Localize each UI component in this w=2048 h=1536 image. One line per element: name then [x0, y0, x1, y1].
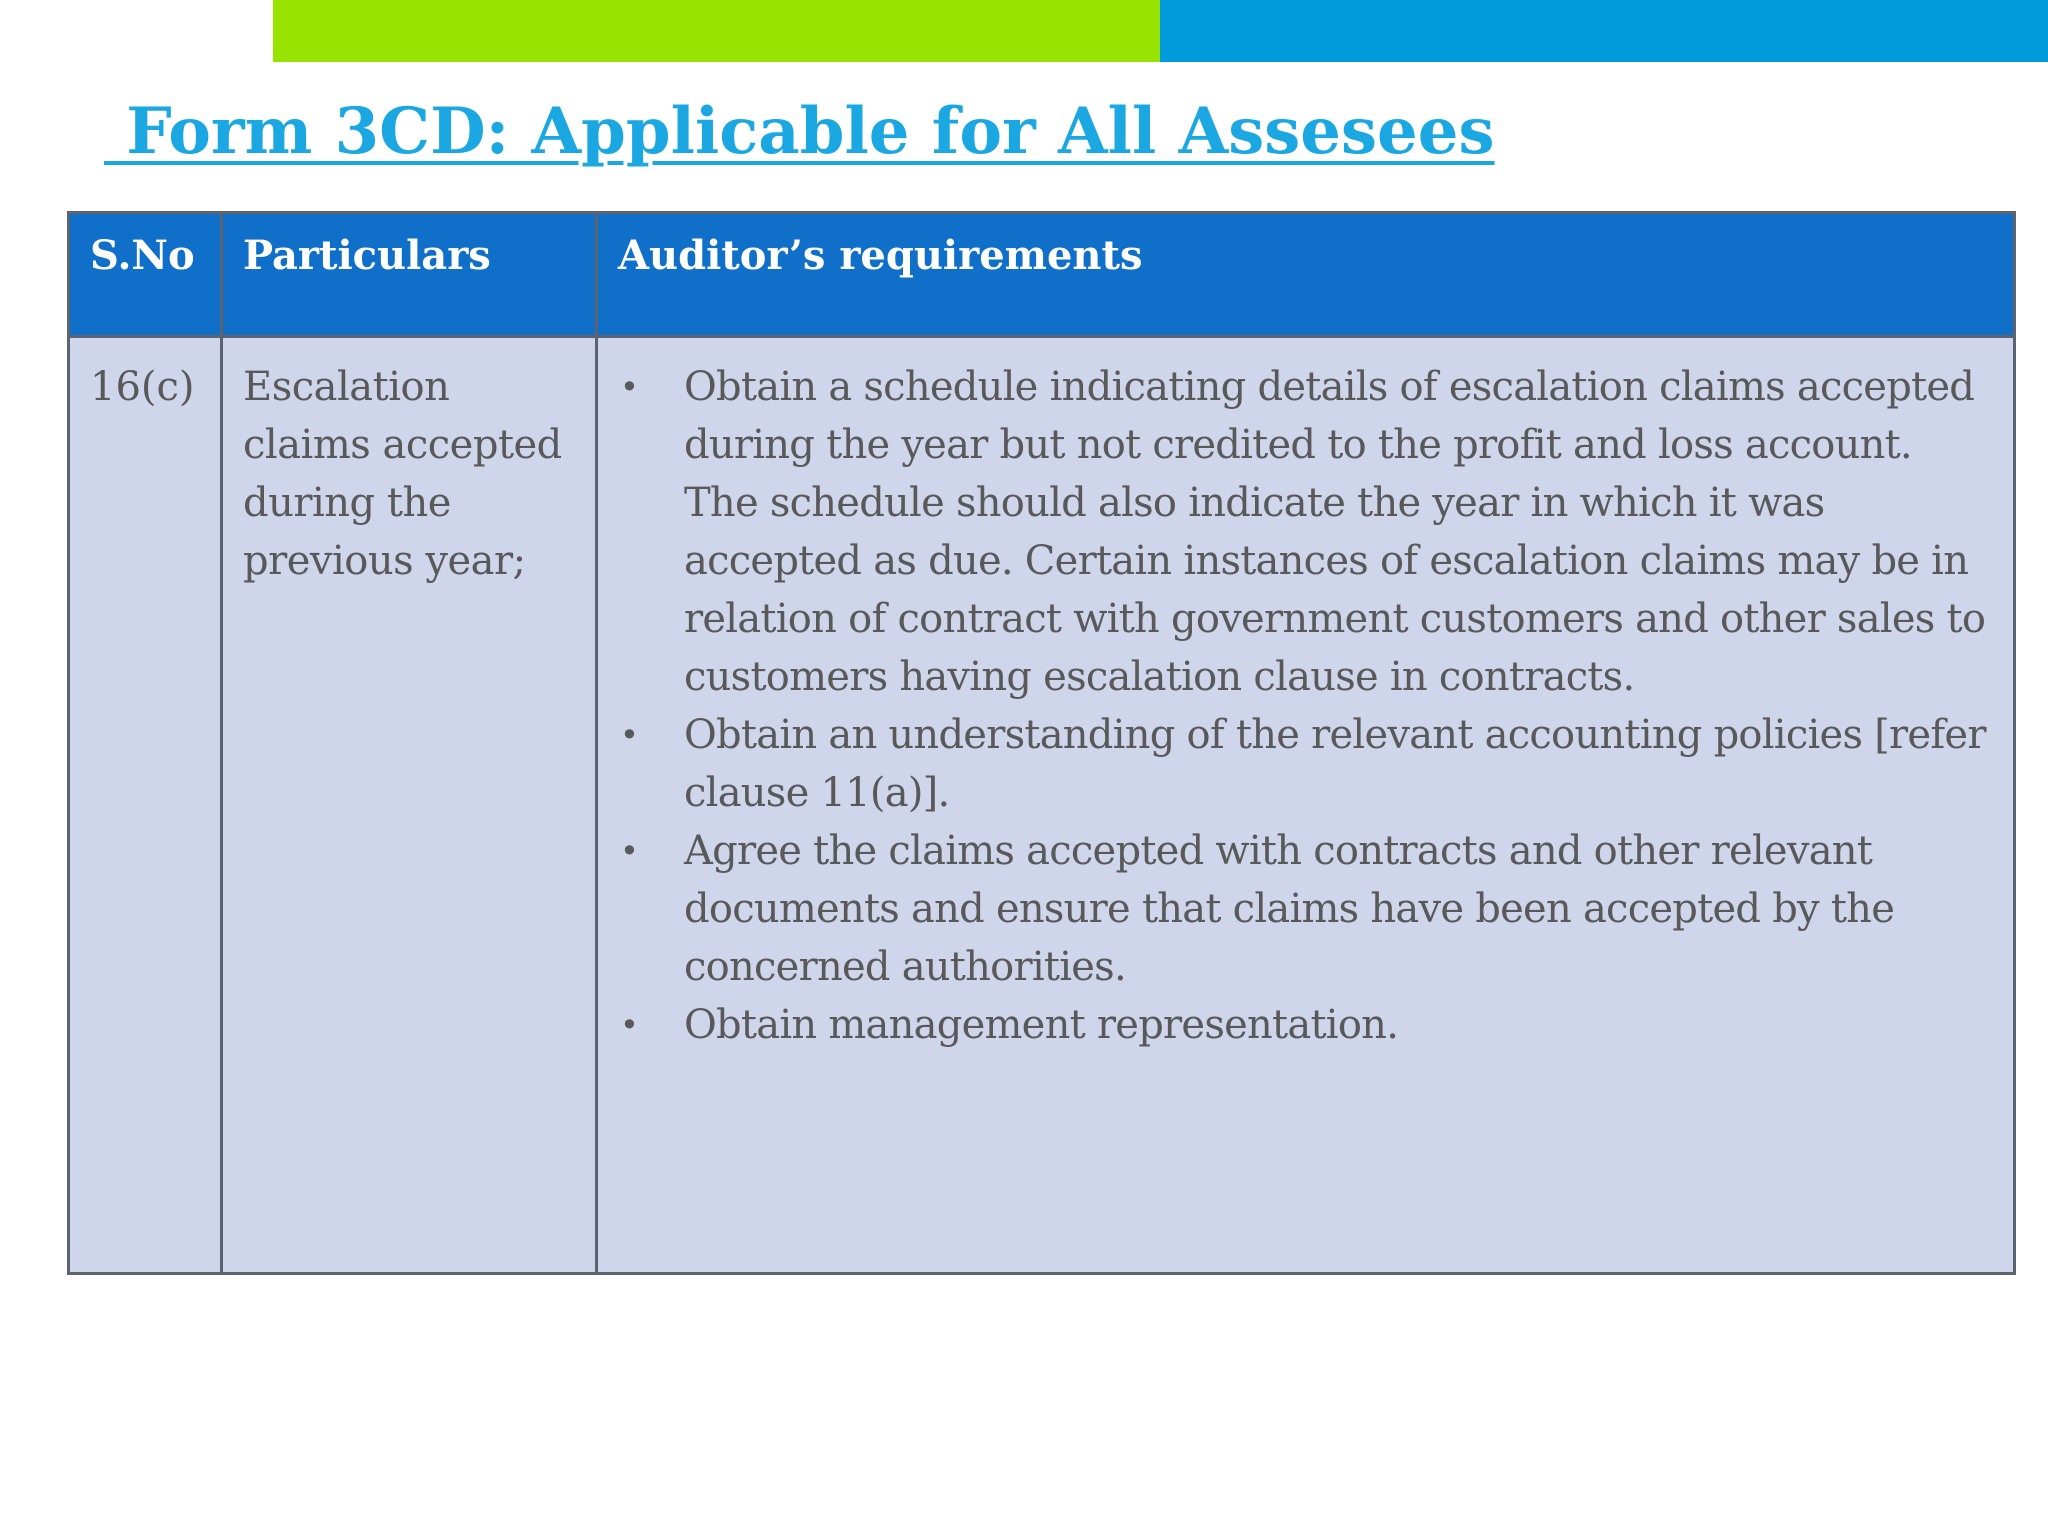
top-accent-bar-green: [273, 0, 1160, 62]
cell-particulars: [222, 337, 597, 1274]
requirement-item: • Obtain management representation.: [618, 996, 1995, 1054]
requirement-item: • Obtain a schedule indicating details of escalation claims accepted during the year but not credited to the profit and loss account. The schedule should also indicate the year in which it was accepted as due. Certain instances of escalation claims may be in relation of contract with government customers and other sales to customers having escalation clause in contracts.: [618, 358, 1995, 706]
header-particulars: Particulars: [222, 213, 597, 337]
table-header-row: [69, 213, 2015, 337]
header-auditor-requirements: Auditor’s requirements: [597, 213, 2015, 337]
header-sno: S.No: [69, 213, 222, 337]
cell-sno: 16(c): [69, 337, 222, 1274]
cell-requirements: [597, 337, 2015, 1274]
requirement-item: • Obtain an understanding of the relevant accounting policies [refer clause 11(a)].: [618, 706, 1995, 822]
particulars-text: Escalation claims accepted during the previous year;: [243, 364, 562, 584]
top-accent-bar-blue: [1160, 0, 2048, 62]
table-row: [69, 337, 2015, 1274]
slide-title: Form 3CD: Applicable for All Assesees: [104, 94, 1495, 169]
requirements-list: [618, 358, 1995, 1054]
requirements-table: [67, 211, 2016, 1275]
requirement-item: • Agree the claims accepted with contracts and other relevant documents and ensure that claims have been accepted by the concerned authorities.: [618, 822, 1995, 996]
